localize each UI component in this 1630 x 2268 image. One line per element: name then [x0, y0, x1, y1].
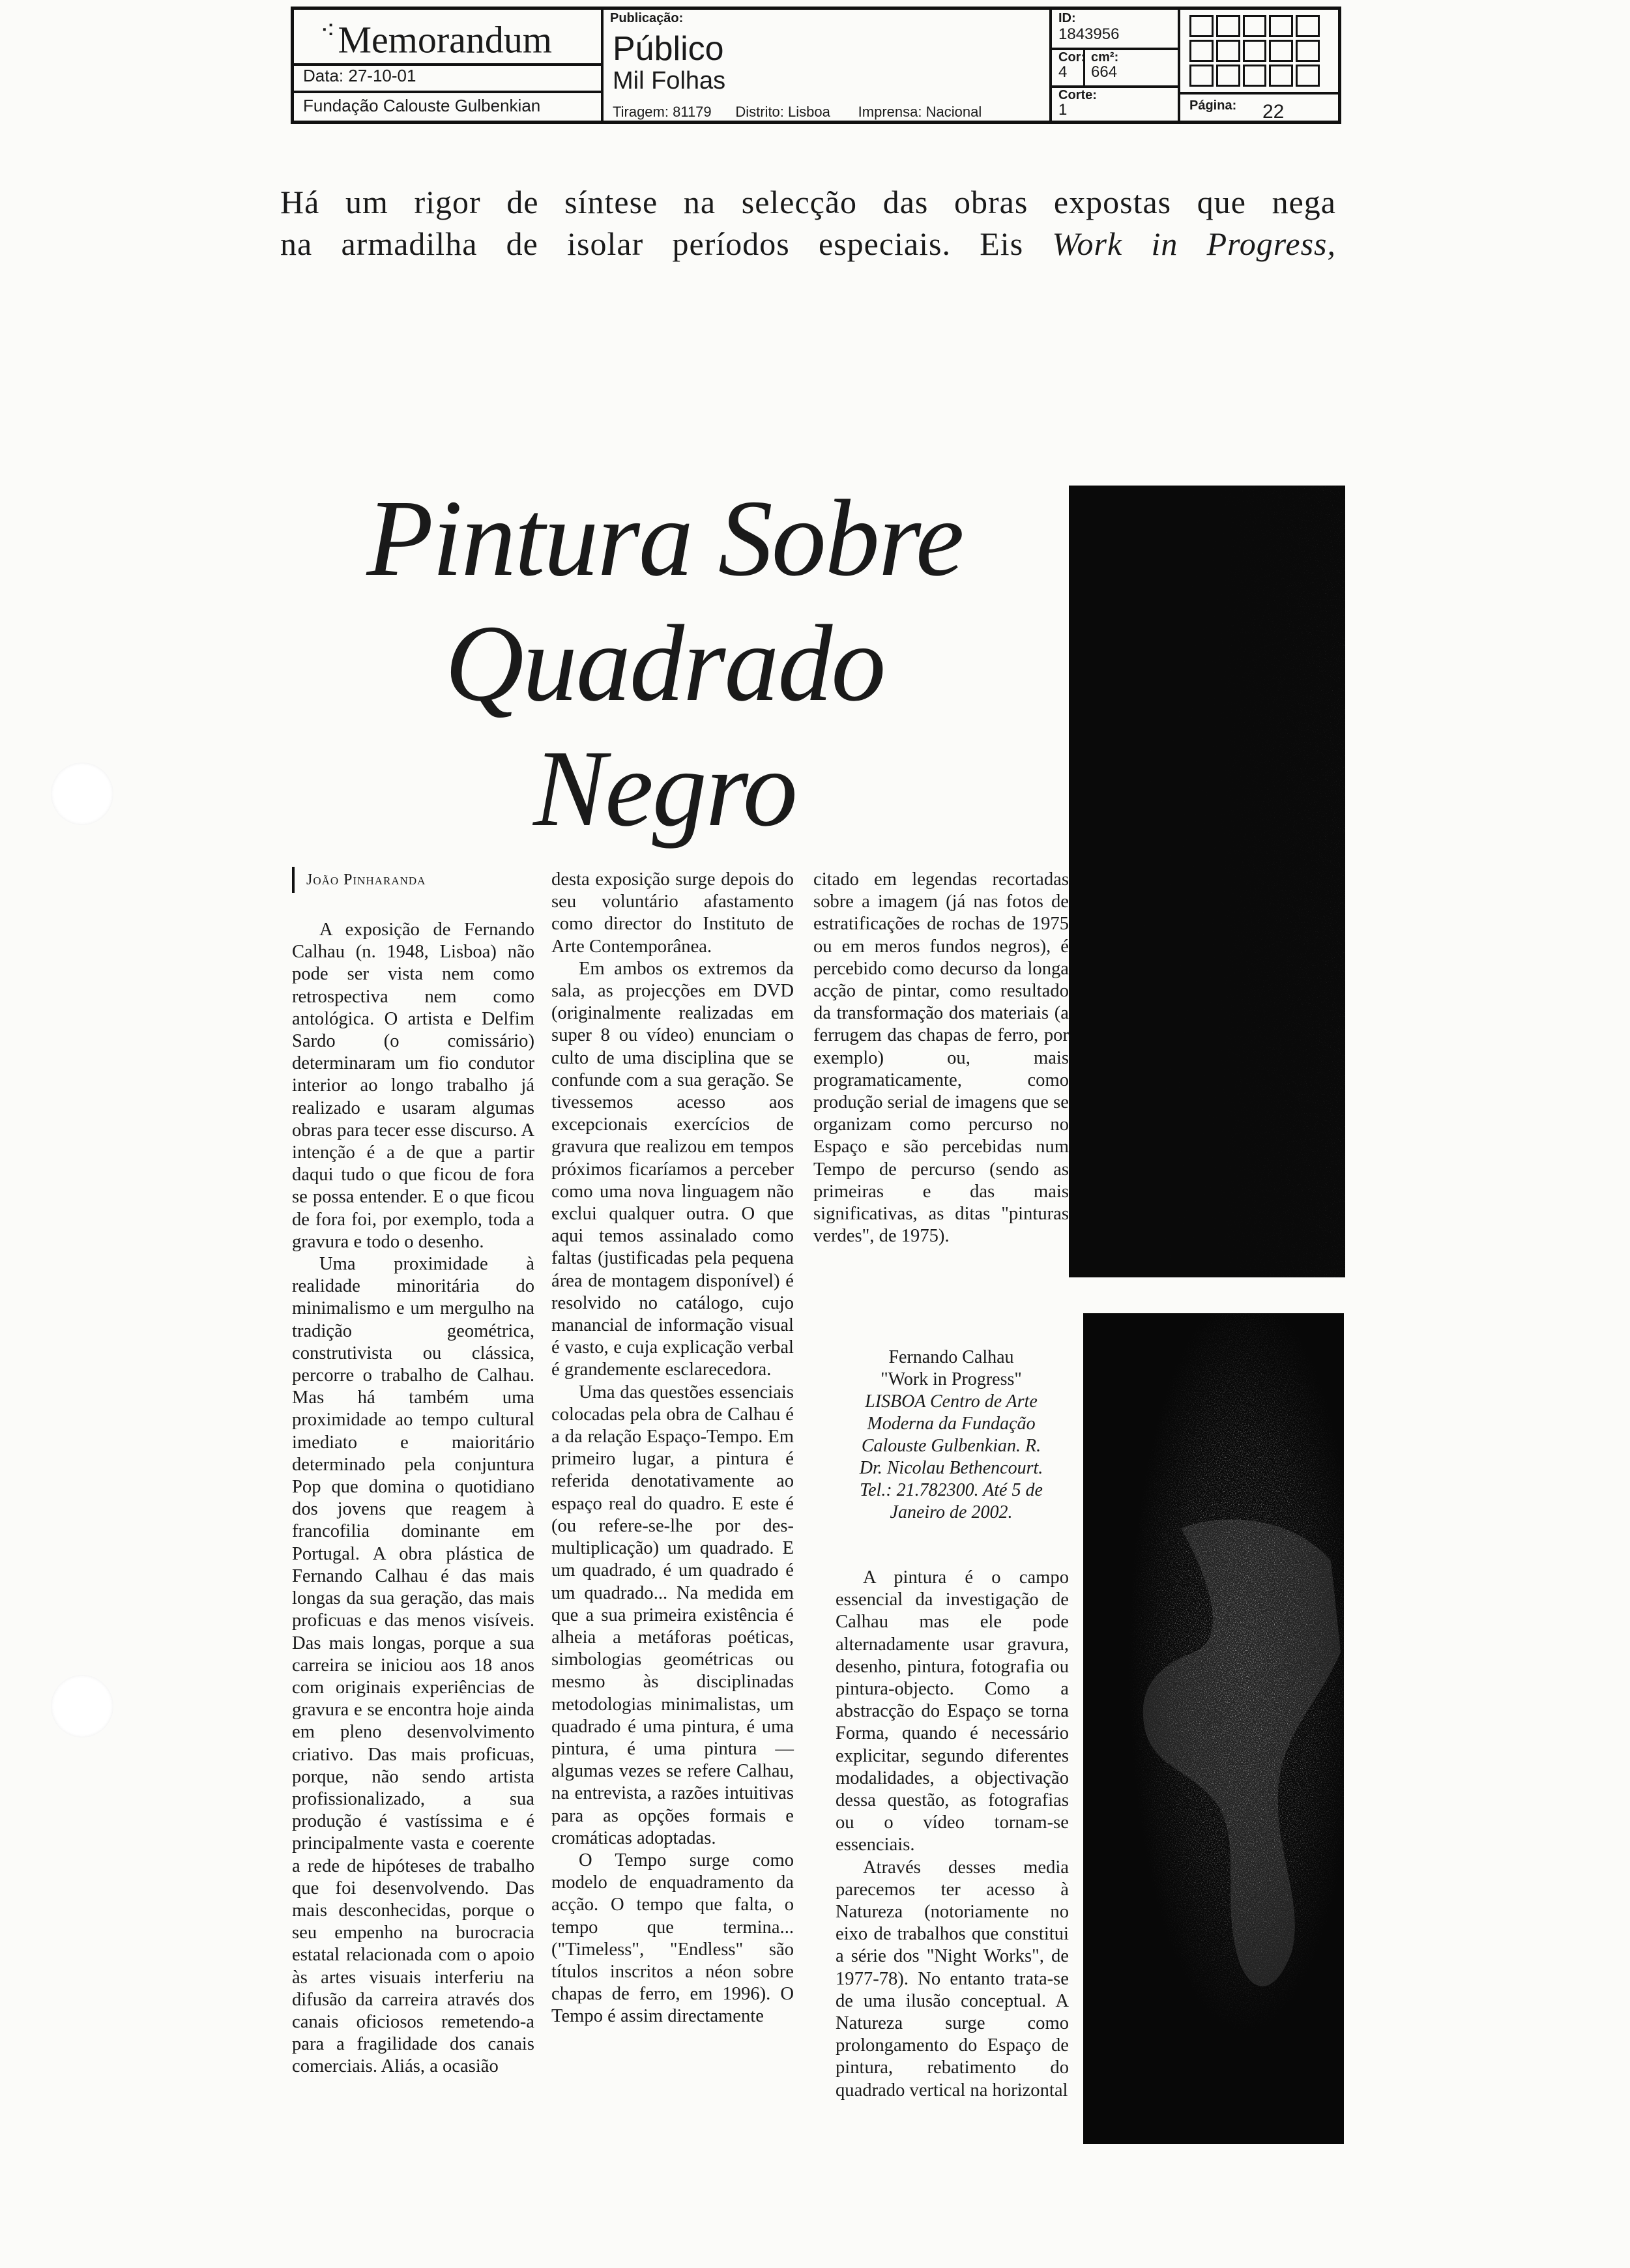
publication-stats: Tiragem: 81179 Distrito: Lisboa Imprensa: Nacional: [613, 104, 982, 120]
logo-dots-icon: ⁖: [320, 16, 333, 45]
paragraph: O Tempo surge como modelo de enquadramento da acção. O tempo que falta, o tempo que termina... ("Timeless", "Endless" são títulos inscritos a néon sobre chapas de ferro, em 1996). O Tempo é assim directamente: [551, 1850, 794, 2027]
article-column-1: [292, 867, 534, 2078]
article-column-3: [813, 869, 1069, 1247]
artwork-photo-night-work: [1083, 1313, 1344, 2144]
publication-supplement: Mil Folhas: [613, 67, 726, 94]
publication-name: Público: [613, 30, 724, 68]
header-client: Fundação Calouste Gulbenkian: [303, 96, 541, 115]
photo-texture-bottom: [1083, 1313, 1344, 2144]
paragraph: desta exposição surge depois do seu voluntário afastamento como director do Instituto de Arte Contemporânea.: [551, 869, 794, 957]
article-intro: [280, 181, 1336, 265]
punch-hole-bottom: [51, 1675, 113, 1737]
article-author: João Pinharanda: [292, 867, 534, 893]
exhibition-info-caption: Fernando Calhau "Work in Progress" LISBOA Centro de Arte Moderna da Fundação Calouste Gulbenkian. R. Dr. Nicolau Bethencourt. Tel.: 21.782300. Até 5 de Janeiro de 2002.: [859, 1347, 1043, 1522]
memorandum-logo: ⁖ Memorandum: [320, 16, 553, 61]
paragraph: Uma das questões essenciais colocadas pela obra de Calhau é a da relação Espaço-Tempo. Em primeiro lugar, a pintura é referida denotativamente ao espaço real do quadro. E este é (ou refere-se-lhe por des-multiplicação) um quadrado. E um quadrado, é um quadrado é um quadrado... Na medida em que a sua primeira existência é alheia a metáforas poéticas, simbologias geométricas ou mesmo às disciplinadas metodologias minimalistas, um quadrado é uma pintura, é uma pintura, é uma pintura — algumas vezes se refere Calhau, na entrevista, a razões intuitivas para as opções formais e cromáticas adoptadas.: [551, 1382, 794, 1848]
header-client-cell: [294, 10, 604, 121]
clipping-header: [291, 7, 1341, 124]
header-id-cell: ID: 1843956 Cor: 4 cm²: 664 Corte: 1: [1052, 10, 1180, 121]
paragraph: Uma proximidade à realidade minoritária do minimalismo e um mergulho na tradição geométrica, construtivista ou clássica, percorre o trabalho de Calhau. Mas há também uma proximidade ao tempo cultural imediato e maioritário determinado pela conjuntura Pop que domina o quotidiano dos jovens que reagem à francofilia dominante em Portugal. A obra plástica de Fernando Calhau é das mais longas da sua geração, das mais proficuas e das menos visíveis. Das mais longas, porque a sua carreira se iniciou aos 18 anos com originais experiências de gravura e se encontra hoje ainda em pleno desenvolvimento criativo. Das mais proficuas, porque, não sendo artista profissionalizado, a sua produção é vastíssima e é principalmente vasta e coerente a rede de hipóteses de trabalho que foi desenvolvendo. Das mais desconhecidas, porque o seu empenho na burocracia estatal relacionada com o apoio às artes visuais interferiu na difusão da carreira através dos canais oficiosos remetendo-a para a fragilidade dos canais comerciais. Aliás, a ocasião: [292, 1254, 534, 2077]
publication-label: Publicação:: [610, 11, 684, 25]
artwork-photo-black-square: [1069, 486, 1345, 1277]
photo-texture-top: [1069, 486, 1345, 1277]
clipping-id: 1843956: [1058, 25, 1120, 43]
intro-line-1: Há um rigor de síntese na selecção das obras expostas que nega: [280, 184, 1336, 220]
paragraph: citado em legendas recortadas sobre a imagem (já nas fotos de estratificações de rochas de 1975 ou em meros fundos negros), é percebido como decurso da longa acção de pintar, como resultado da transformação dos materiais (a ferrugem das chapas de ferro, por exemplo) ou, mais programaticamente, como produção serial de imagens que se organizam como percurso no Espaço e são percebidas num Tempo de percurso (sendo as primeiras e das mais significativas, as ditas "pinturas verdes", de 1975).: [813, 869, 1069, 1247]
paragraph: Em ambos os extremos da sala, as projecções em DVD (originalmente realizadas em super 8 ou vídeo) enunciam o culto de uma disciplina que se confunde com a sua geração. Se tivessemos acesso aos excepcionais exercícios de gravura que realizou em tempos próximos ficaríamos a perceber como uma nova linguagem não exclui qualquer outra. O que aqui temos assinalado como faltas (justificadas pela pequena área de montagem disponível) é resolvido no catálogo, cujo manancial de informação visual é vasto, e cuja explicação verbal é grandemente esclarecedora.: [551, 958, 794, 1380]
intro-line-2: na armadilha de isolar períodos especiais. Eis Work in Progress,: [280, 225, 1336, 262]
page-number: 22: [1262, 101, 1285, 123]
page-box-grid: [1189, 15, 1320, 87]
header-page-cell: Página: 22: [1180, 10, 1338, 121]
header-date: Data: 27-10-01: [303, 66, 416, 85]
header-publication-cell: [604, 10, 1052, 121]
paragraph: Através desses media parecemos ter acesso à Natureza (notoriamente no eixo de trabalhos que constitui a série dos "Night Works", de 1977-78). No entanto trata-se de uma ilusão conceptual. A Natureza surge como prolongamento do Espaço de pintura, rebatimento do quadrado vertical na horizontal: [836, 1857, 1069, 2101]
article-title: Pintura Sobre Quadrado Negro: [366, 478, 963, 849]
paragraph: A pintura é o campo essencial da investigação de Calhau mas ele pode alternadamente usar gravura, desenho, pintura, fotografia ou pintura-objecto. Como a abstracção do Espaço se torna Forma, quando é necessário explicitar, segundo diferentes modalidades, a objectivação dessa questão, as fotografias ou o vídeo tornam-se essenciais.: [836, 1567, 1069, 1855]
article-column-4: [836, 1567, 1069, 2102]
article-column-2: [551, 869, 794, 2028]
punch-hole-top: [51, 763, 113, 825]
paragraph: A exposição de Fernando Calhau (n. 1948, Lisboa) não pode ser vista nem como retrospectiva nem como antológica. O artista e Delfim Sardo (o comissário) determinaram um fio condutor interior ao longo trabalho já realizado e usaram algumas obras para tecer esse discurso. A intenção é a de que a partir daqui tudo o que ficou de fora se possa entender. E o que ficou de fora foi, por exemplo, toda a gravura e todo o desenho.: [292, 920, 534, 1252]
